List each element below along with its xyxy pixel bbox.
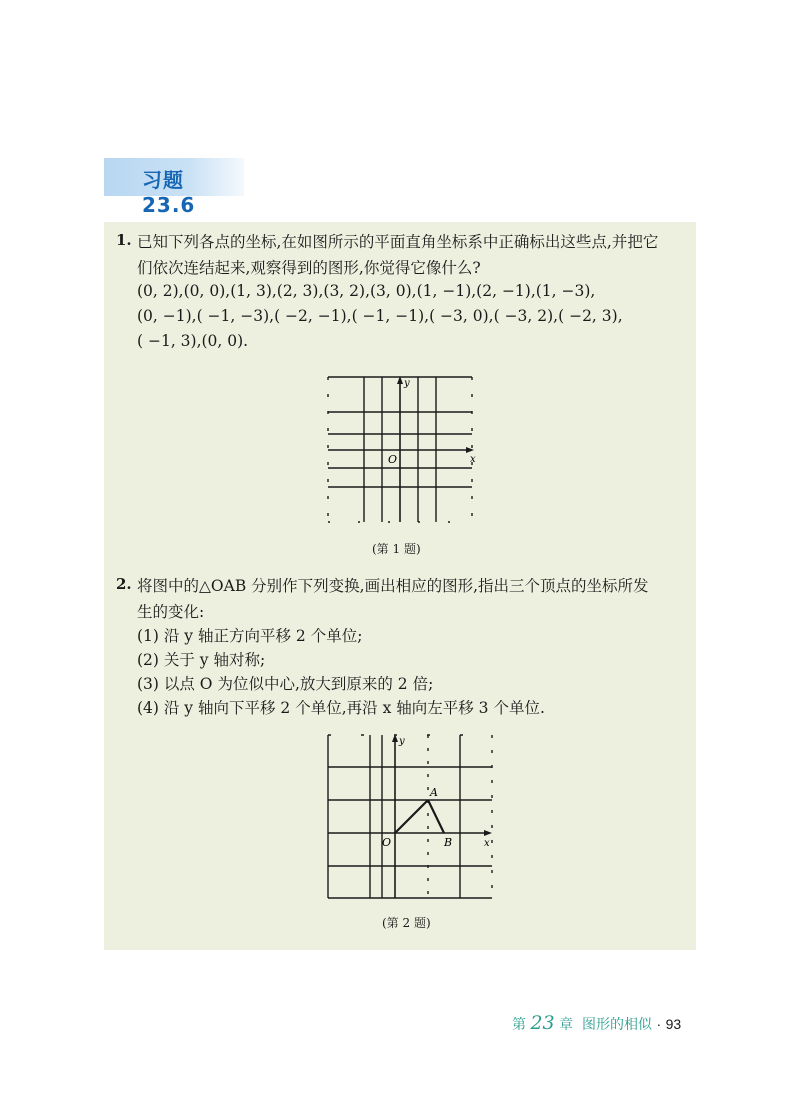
figure-1-caption: (第 1 题) [372, 542, 421, 556]
chapter-number: 23 [530, 1012, 555, 1034]
figure-2-caption: (第 2 题) [382, 916, 431, 930]
question-2-line: (4) 沿 y 轴向下平移 2 个单位,再沿 x 轴向左平移 3 个单位. [137, 699, 545, 717]
chapter-title: 图形的相似 [582, 1017, 652, 1033]
figure-2-origin-label: O [382, 836, 392, 849]
question-1-line: 已知下列各点的坐标,在如图所示的平面直角坐标系中正确标出这些点,并把它 [137, 233, 659, 251]
figure-2-x-label: x [484, 838, 490, 849]
question-2-line: (2) 关于 y 轴对称; [137, 651, 266, 669]
question-2-line: 生的变化: [137, 603, 205, 621]
figure-2-point-b-label: B [444, 836, 453, 849]
figure-1-origin-label: O [388, 453, 398, 466]
question-2-line: (3) 以点 O 为位似中心,放大到原来的 2 倍; [137, 675, 434, 693]
question-1-line: ( −1, 3),(0, 0). [137, 332, 249, 350]
figure-2-grid [320, 730, 500, 902]
figure-1-grid [320, 372, 480, 528]
figure-1-x-label: x [470, 454, 476, 465]
question-2-line: 将图中的△OAB 分别作下列变换,画出相应的图形,指出三个顶点的坐标所发 [137, 577, 649, 595]
question-2-number: 2. [116, 575, 132, 593]
page-number: 93 [665, 1016, 682, 1032]
question-2-line: (1) 沿 y 轴正方向平移 2 个单位; [137, 627, 363, 645]
section-header [104, 158, 244, 217]
page-footer [512, 1012, 681, 1034]
section-title: 习题 23.6 [142, 168, 196, 217]
chapter-suffix: 章 [559, 1017, 574, 1033]
question-1-number: 1. [116, 231, 132, 249]
question-1-line: (0, −1),( −1, −3),( −2, −1),( −1, −1),( −3, 0),( −3, 2),( −2, 3), [137, 307, 623, 325]
question-1-line: (0, 2),(0, 0),(1, 3),(2, 3),(3, 2),(3, 0),(1, −1),(2, −1),(1, −3), [137, 282, 596, 300]
figure-1-y-label: y [404, 378, 410, 389]
question-1-line: 们依次连结起来,观察得到的图形,你觉得它像什么? [137, 259, 481, 277]
figure-2-y-label: y [399, 736, 405, 747]
footer-separator: · [656, 1016, 662, 1032]
chapter-prefix: 第 [512, 1017, 526, 1033]
figure-2-point-a-label: A [430, 786, 438, 799]
